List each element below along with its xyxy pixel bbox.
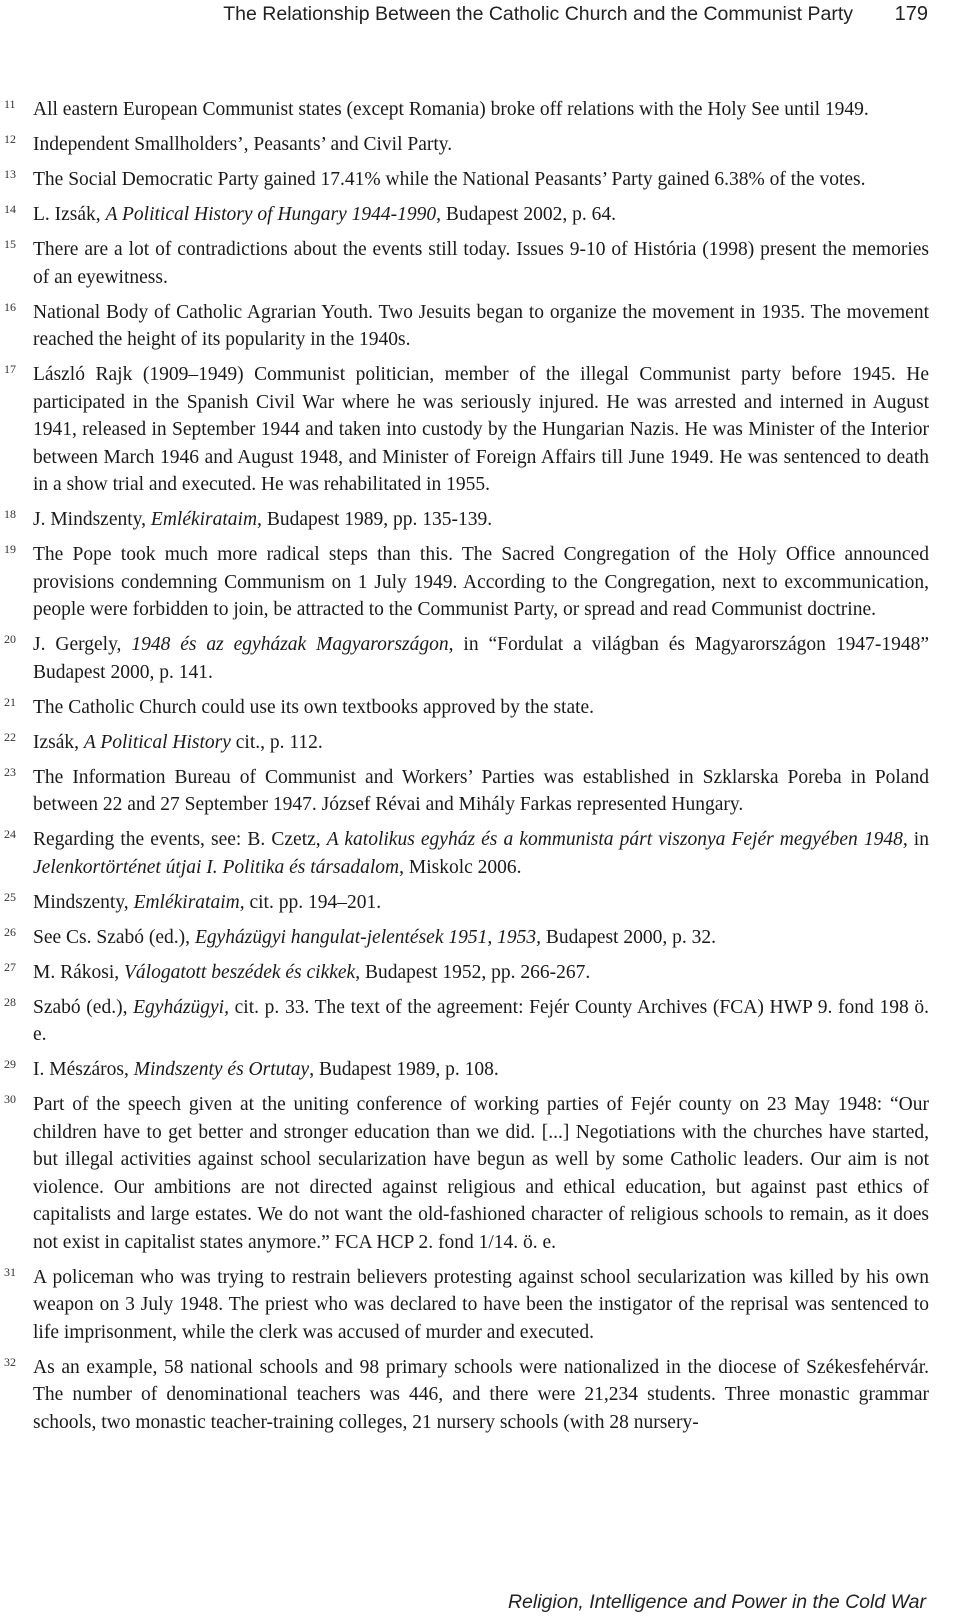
endnote-text-segment: , in “Fordulat a világban és Magyarországon 1947-1948” Budapest 2000, p. 141. bbox=[33, 634, 929, 683]
endnote-number: 17 bbox=[4, 362, 16, 376]
endnote-text bbox=[33, 166, 929, 194]
endnote-number: 13 bbox=[4, 167, 16, 181]
endnote-number: 24 bbox=[4, 827, 16, 841]
endnote-text-segment: Budapest 1989, pp. 135-139. bbox=[261, 509, 493, 530]
endnote-text bbox=[33, 694, 929, 722]
page-number: 179 bbox=[894, 3, 928, 25]
endnote bbox=[0, 236, 960, 291]
endnote bbox=[0, 131, 960, 159]
endnote-text bbox=[33, 1354, 929, 1437]
endnote-text-segment: cit. pp. 194–201. bbox=[244, 891, 382, 913]
page-header bbox=[0, 0, 960, 40]
endnote-number: 15 bbox=[4, 237, 16, 251]
endnote-italic-title: Emlékirataim, bbox=[150, 509, 262, 530]
endnote-text-segment: L. Izsák, bbox=[33, 204, 106, 225]
endnote-text-segment: László Rajk (1909–1949) Communist politician, member of the illegal Communist party before 1945. He participated in the Spanish Civil War where he was seriously injured. He was arrested and interned in August 1941, released in September 1944 and taken into custody by the Hungarian Nazis. He was Minister of the Interior between March 1946 and August 1948, and Minister of Foreign Affairs till June 1949. He was sentenced to death in a show trial and executed. He was rehabilitated in 1955. bbox=[33, 364, 929, 495]
endnote-text bbox=[33, 729, 929, 757]
endnote-number: 29 bbox=[4, 1057, 16, 1071]
endnote bbox=[0, 1091, 960, 1256]
endnote-text-segment: The Information Bureau of Communist and Workers’ Parties was established in Szklarska Poreba in Poland between 22 and 27 September 1947. József Révai and Mihály Farkas represented Hungary. bbox=[33, 766, 929, 815]
endnote-text bbox=[33, 541, 929, 624]
endnote-text-segment: The Pope took much more radical steps than this. The Sacred Congregation of the Holy Office announced provisions condemning Communism on 1 July 1949. According to the Congregation, next to excommunication, people were forbidden to join, be attracted to the Communist Party, or spread and read Communist doctrine. bbox=[33, 544, 929, 620]
endnote-text-segment: Independent Smallholders’, Peasants’ and Civil Party. bbox=[33, 134, 453, 155]
endnote-text bbox=[33, 361, 929, 499]
endnote-text bbox=[33, 924, 929, 952]
endnote-text-segment: M. Rákosi, bbox=[33, 961, 125, 983]
endnote-number: 23 bbox=[4, 764, 16, 779]
endnote-text bbox=[33, 236, 929, 291]
endnote bbox=[0, 764, 960, 819]
endnote-number: 11 bbox=[4, 97, 16, 111]
endnote-text-segment: I. Mészáros, bbox=[33, 1059, 134, 1080]
endnote-text-segment: in bbox=[907, 829, 929, 850]
endnote bbox=[0, 299, 960, 354]
endnote bbox=[0, 959, 960, 987]
endnote-text bbox=[33, 826, 929, 881]
endnote-text bbox=[33, 96, 929, 124]
endnote-italic-title: Egyházügyi hangulat-jelentések 1951, 1953, bbox=[194, 926, 541, 948]
endnote-text-segment: , Budapest 2002, p. 64. bbox=[436, 204, 616, 225]
endnote-text-segment: J. Mindszenty, bbox=[33, 509, 151, 530]
endnote-number: 32 bbox=[4, 1354, 16, 1369]
endnote-italic-title: 1948 és az egyházak Magyarországon bbox=[131, 634, 449, 655]
endnote-number: 26 bbox=[4, 924, 16, 939]
endnote-text-segment: cit. p. 33. The text of the agreement: Fejér County Archives (FCA) HWP 9. fond 198 ö. e. bbox=[33, 996, 929, 1045]
endnote bbox=[0, 924, 960, 952]
endnote bbox=[0, 889, 960, 917]
endnote-text-segment: National Body of Catholic Agrarian Youth. Two Jesuits began to organize the movement in 1935. The movement reached the height of its popularity in the 1940s. bbox=[33, 301, 929, 350]
endnote bbox=[0, 826, 960, 881]
endnote-text-segment: Regarding the events, see: B. Czetz, bbox=[33, 829, 327, 850]
endnote-text bbox=[33, 506, 929, 534]
endnote-number: 25 bbox=[4, 889, 16, 904]
endnote-text-segment: J. Gergely, bbox=[33, 634, 132, 655]
endnote bbox=[0, 994, 960, 1049]
endnote-text-segment: As an example, 58 national schools and 98 primary schools were nationalized in the diocese of Székesfehérvár. The number of denominational teachers was 446, and there were 21,234 students. Three monastic grammar schools, two monastic teacher-training colleges, 21 nursery schools (with 28 nursery- bbox=[33, 1356, 929, 1433]
endnote-italic-title: A Political History of Hungary 1944-1990 bbox=[105, 204, 437, 225]
endnote-text-segment: The Social Democratic Party gained 17.41% while the National Peasants’ Party gained 6.38% of the votes. bbox=[33, 169, 866, 190]
endnote-text-segment: There are a lot of contradictions about the events still today. Issues 9-10 of História (1998) present the memories of an eyewitness. bbox=[33, 239, 929, 288]
endnote-text-segment: cit., p. 112. bbox=[230, 731, 323, 753]
endnote-number: 20 bbox=[4, 632, 16, 646]
endnote-text-segment: Szabó (ed.), bbox=[33, 996, 134, 1018]
endnote bbox=[0, 201, 960, 229]
endnote-text bbox=[33, 201, 929, 229]
endnote-text-segment: , Budapest 1989, p. 108. bbox=[309, 1059, 499, 1080]
endnote bbox=[0, 1264, 960, 1347]
endnote-text-segment: Mindszenty, bbox=[33, 891, 134, 913]
endnote-text-segment: See Cs. Szabó (ed.), bbox=[33, 926, 195, 948]
running-title: The Relationship Between the Catholic Church and the Communist Party bbox=[223, 3, 853, 25]
endnote-text-segment: Budapest 2000, p. 32. bbox=[541, 926, 716, 948]
endnote-text bbox=[33, 889, 929, 917]
endnote bbox=[0, 631, 960, 686]
endnote-italic-title: Egyházügyi, bbox=[133, 996, 229, 1018]
endnote-text bbox=[33, 131, 929, 159]
endnote bbox=[0, 729, 960, 757]
endnote-italic-title: A katolikus egyház és a kommunista párt viszonya Fejér megyében 1948, bbox=[326, 829, 908, 850]
endnote bbox=[0, 1354, 960, 1437]
endnote-text-segment: A policeman who was trying to restrain believers protesting against school secularization was killed by his own weapon on 3 July 1948. The priest who was declared to have been the instigator of the reprisal was sentenced to life imprisonment, while the clerk was accused of murder and executed. bbox=[33, 1266, 929, 1343]
endnote-italic-title: Válogatott beszédek és cikkek bbox=[124, 961, 356, 983]
endnotes-list bbox=[0, 96, 960, 1444]
endnote-text bbox=[33, 299, 929, 354]
endnote-text bbox=[33, 1056, 929, 1084]
endnote-italic-title: Mindszenty és Ortutay bbox=[133, 1059, 310, 1080]
endnote-italic-title: A Political History bbox=[83, 731, 231, 753]
endnote bbox=[0, 96, 960, 124]
endnote-number: 22 bbox=[4, 729, 16, 744]
endnote-number: 30 bbox=[4, 1092, 16, 1106]
endnote bbox=[0, 694, 960, 722]
endnote-text-segment: , Miskolc 2006. bbox=[399, 856, 522, 878]
endnote-number: 31 bbox=[4, 1264, 16, 1279]
endnote-text-segment: The Catholic Church could use its own textbooks approved by the state. bbox=[33, 696, 595, 718]
endnote-text-segment: All eastern European Communist states (except Romania) broke off relations with the Holy See until 1949. bbox=[33, 99, 869, 120]
endnote-text bbox=[33, 764, 929, 819]
endnote-text-segment: Part of the speech given at the uniting conference of working parties of Fejér county on 23 May 1948: “Our children have to get better and stronger education than we did. [...] Negotiations with the churches have started, but illegal activities against school secularization have begun as well by some Catholic leaders. Our aim is not violence. Our ambitions are not directed against religious and ethical education, but against past ethics of capitalists and large estates. We do not want the old-fashioned character of religious schools to remain, as it does not exist in capitalist states anymore.” FCA HCP 2. fond 1/14. ö. e. bbox=[33, 1094, 929, 1253]
endnote-number: 12 bbox=[4, 132, 16, 146]
endnote bbox=[0, 541, 960, 624]
endnote-text bbox=[33, 1264, 929, 1347]
endnote-number: 19 bbox=[4, 542, 16, 556]
endnote bbox=[0, 361, 960, 499]
endnote-number: 14 bbox=[4, 202, 16, 216]
endnote-number: 28 bbox=[4, 994, 16, 1009]
endnote-number: 21 bbox=[4, 694, 16, 709]
endnote-number: 27 bbox=[4, 959, 16, 974]
endnote-text bbox=[33, 631, 929, 686]
endnote bbox=[0, 506, 960, 534]
endnote-text bbox=[33, 1091, 929, 1256]
endnote-text bbox=[33, 994, 929, 1049]
endnote-number: 16 bbox=[4, 299, 16, 314]
endnote-italic-title: Jelenkortörténet útjai I. Politika és társadalom bbox=[33, 856, 400, 878]
endnote bbox=[0, 166, 960, 194]
endnote-italic-title: Emlékirataim, bbox=[133, 891, 245, 913]
endnote bbox=[0, 1056, 960, 1084]
endnote-number: 18 bbox=[4, 507, 16, 521]
running-footer: Religion, Intelligence and Power in the Cold War bbox=[507, 1591, 926, 1613]
endnote-text bbox=[33, 959, 929, 987]
endnote-text-segment: Izsák, bbox=[33, 731, 84, 753]
endnote-text-segment: , Budapest 1952, pp. 266-267. bbox=[355, 961, 591, 983]
